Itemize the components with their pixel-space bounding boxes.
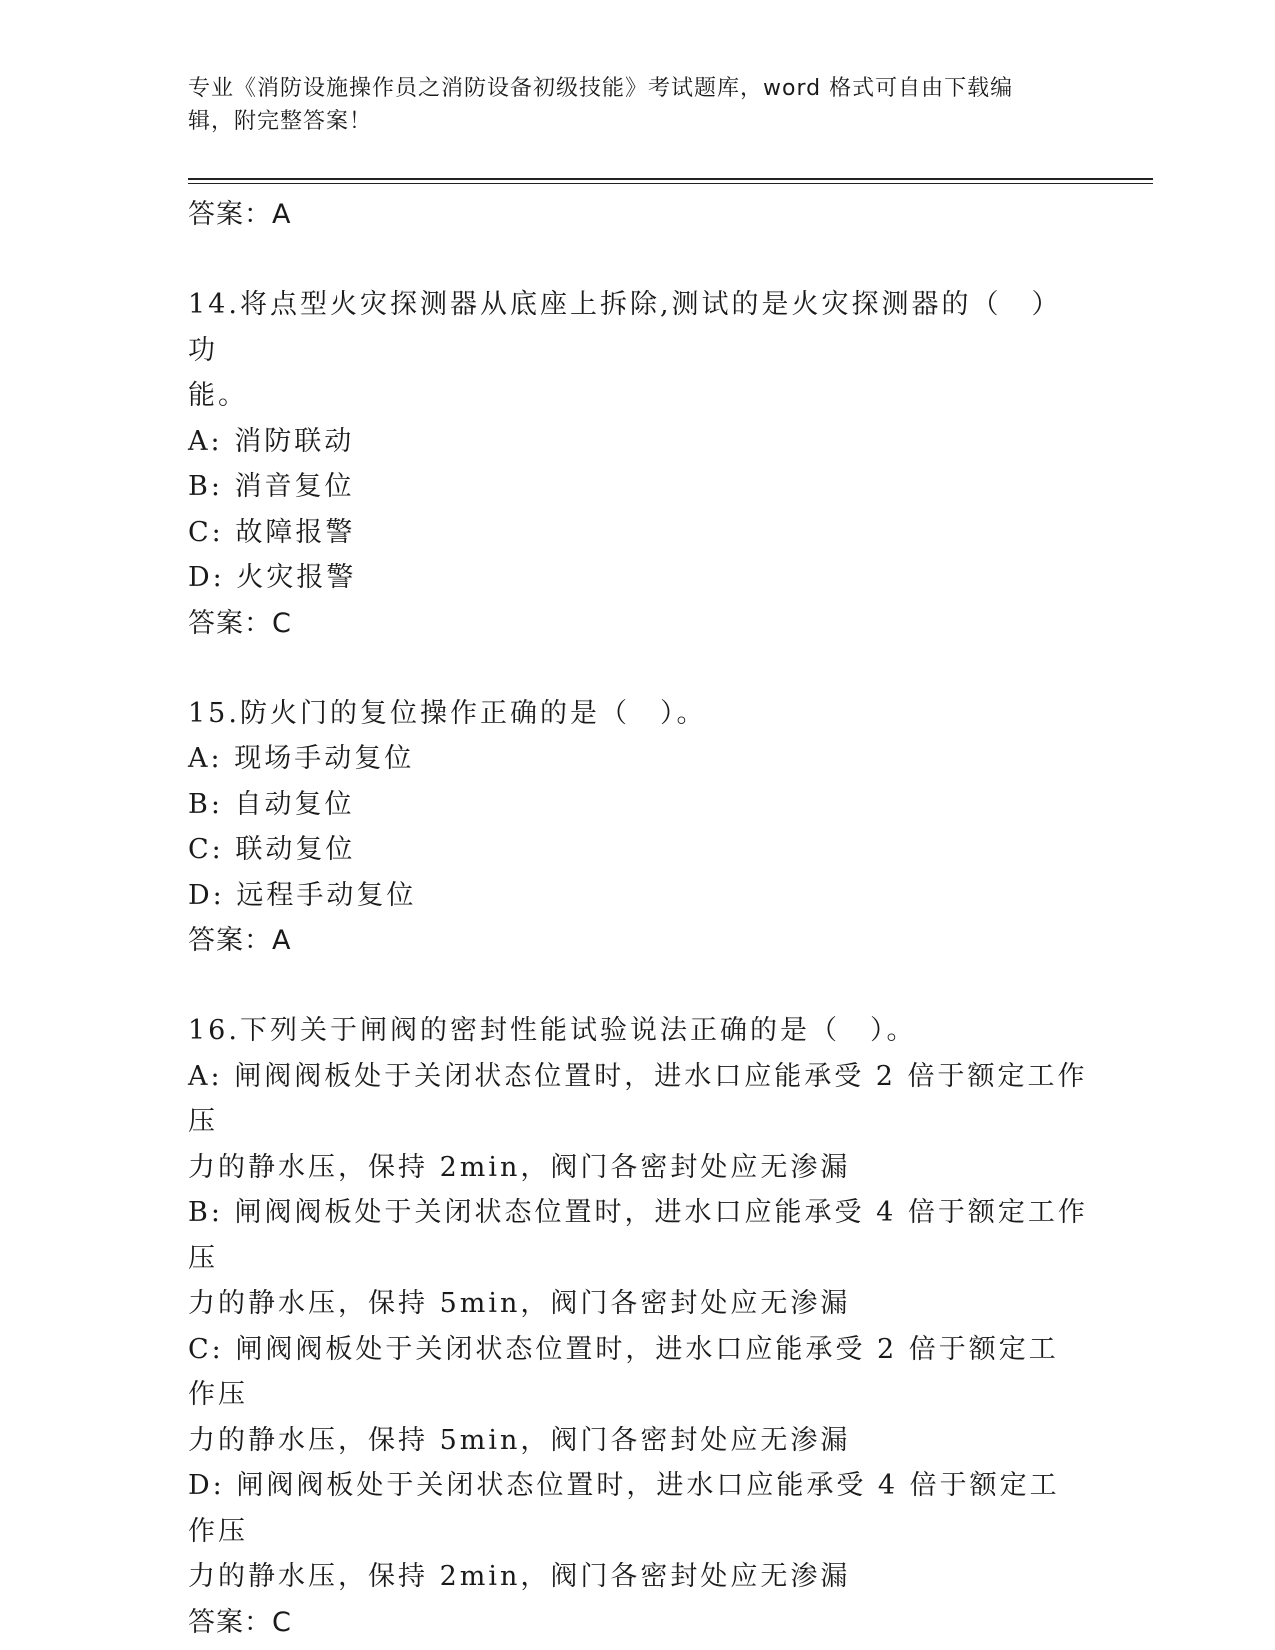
option-c: [188, 827, 1088, 873]
option-label: D:: [188, 562, 225, 593]
option-label: A:: [188, 1060, 223, 1092]
option-text: 闸阀阀板处于关闭状态位置时，进水口应能承受 2 倍于额定工作压: [188, 1333, 1059, 1410]
option-a: [188, 1054, 1088, 1145]
answer-line: 答案：C: [188, 607, 292, 639]
header-line-1: 专业《消防设施操作员之消防设备初级技能》考试题库，word 格式可自由下载编: [188, 76, 1014, 101]
option-text: 火灾报警: [236, 562, 357, 593]
option-text: 故障报警: [235, 516, 356, 548]
option-text: 闸阀阀板处于关闭状态位置时，进水口应能承受 4 倍于额定工作压: [188, 1197, 1088, 1274]
option-c: [188, 510, 1088, 556]
option-text: 消音复位: [234, 471, 355, 502]
option-text: 闸阀阀板处于关闭状态位置时，进水口应能承受 4 倍于额定工作压: [188, 1470, 1060, 1547]
spacer: [188, 647, 1088, 691]
option-label: C:: [188, 1333, 224, 1365]
header-line-2: 辑，附完整答案！: [188, 109, 373, 134]
option-b-continued: 力的静水压，保持 5min，阀门各密封处应无渗漏: [188, 1288, 851, 1319]
option-text: 闸阀阀板处于关闭状态位置时，进水口应能承受 2 倍于额定工作压: [188, 1060, 1088, 1137]
question-16: [188, 1008, 1088, 1646]
answer-line: 答案：A: [188, 925, 292, 956]
option-a: [188, 419, 1088, 465]
question-stem: [188, 1008, 1088, 1054]
question-number: 14.: [188, 289, 240, 320]
option-label: D:: [188, 879, 225, 911]
option-label: B:: [188, 788, 223, 820]
previous-answer: 答案：A: [188, 199, 292, 230]
option-label: A:: [188, 425, 223, 457]
option-d: [188, 873, 1088, 919]
option-a: [188, 736, 1088, 782]
option-label: A:: [188, 743, 223, 774]
option-label: B:: [188, 1197, 223, 1228]
option-label: D:: [188, 1470, 225, 1501]
option-text: 自动复位: [234, 788, 355, 820]
question-stem-line-2: 能。: [188, 380, 248, 411]
question-stem: [188, 282, 1088, 373]
option-label: C:: [188, 516, 224, 548]
option-a-continued: 力的静水压，保持 2min，阀门各密封处应无渗漏: [188, 1151, 851, 1183]
question-number: 15.: [188, 697, 240, 729]
option-b: [188, 782, 1088, 828]
option-c: [188, 1327, 1088, 1418]
option-d: [188, 555, 1088, 601]
spacer: [188, 238, 1088, 282]
option-label: B:: [188, 471, 223, 502]
option-b: [188, 464, 1088, 510]
option-d: [188, 1463, 1088, 1554]
answer-line: 答案：C: [188, 1606, 292, 1638]
option-text: 现场手动复位: [234, 743, 415, 774]
question-stem-line-1: 将点型火灾探测器从底座上拆除,测试的是火灾探测器的（ ）功: [188, 289, 1062, 366]
question-stem: [188, 691, 1088, 737]
question-stem-line-1: 防火门的复位操作正确的是（ ）。: [239, 697, 707, 729]
option-c-continued: 力的静水压，保持 5min，阀门各密封处应无渗漏: [188, 1424, 851, 1456]
option-text: 联动复位: [235, 834, 356, 865]
option-text: 远程手动复位: [236, 879, 417, 911]
question-15: [188, 691, 1088, 965]
spacer: [188, 964, 1088, 1008]
option-label: C:: [188, 834, 224, 865]
header-divider-thin: [188, 183, 1153, 184]
document-header: [188, 72, 1068, 138]
question-list: [188, 192, 1088, 1646]
header-divider-thick: [188, 178, 1153, 180]
option-d-continued: 力的静水压，保持 2min，阀门各密封处应无渗漏: [188, 1561, 851, 1592]
option-text: 消防联动: [234, 425, 355, 457]
question-14: [188, 282, 1088, 647]
question-number: 16.: [188, 1015, 240, 1046]
option-b: [188, 1190, 1088, 1281]
question-stem-line-1: 下列关于闸阀的密封性能试验说法正确的是（ ）。: [239, 1015, 917, 1046]
